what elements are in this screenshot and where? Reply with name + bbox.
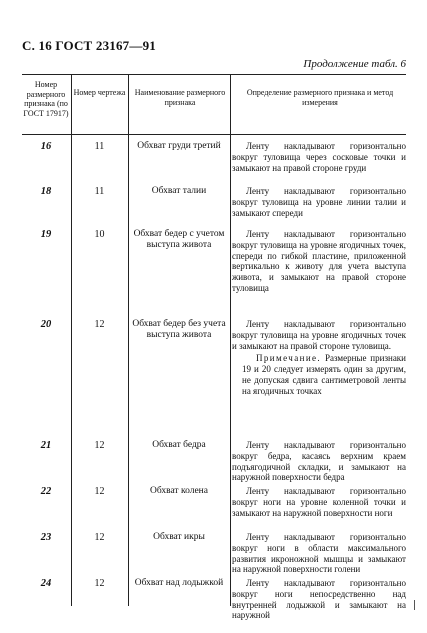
column-header-name: Наименование размерного признака	[134, 88, 226, 107]
feature-name: Обхват колена	[150, 486, 208, 496]
feature-definition: Ленту накладывают горизонтально вокруг бедра, касаясь верхним краем подъягодичной складки, и замыкают на наружной поверхности бедра	[232, 440, 406, 483]
feature-number: 22	[40, 486, 52, 497]
feature-definition: Ленту накладывают горизонтально вокруг ноги на уровне коленной точки и замыкают на наружной поверхности ноги	[232, 486, 406, 518]
column-header-definition: Определение размерного признака и метод измерения	[246, 88, 394, 107]
drawing-number: 12	[94, 486, 105, 497]
drawing-number: 12	[94, 440, 105, 451]
feature-definition: Ленту накладывают горизонтально вокруг туловища на уровне линии талии и замыкают спереди	[232, 186, 406, 218]
feature-number: 18	[40, 186, 52, 197]
feature-number: 16	[40, 141, 52, 152]
feature-definition: Ленту накладывают горизонтально вокруг ноги в области максимального развития икроножной мышцы и замыкают на наружной поверхности голени	[232, 532, 406, 575]
drawing-number: 12	[94, 578, 105, 589]
page-edge-mark	[414, 600, 421, 610]
drawing-number: 12	[94, 532, 105, 543]
feature-name: Обхват бедер с учетом выступа живота	[133, 229, 225, 250]
drawing-number: 10	[94, 229, 105, 240]
column-header-drawing: Номер чертежа	[73, 88, 126, 97]
note-label: Примечание.	[256, 353, 322, 364]
column-divider	[71, 74, 72, 606]
drawing-number: 11	[94, 186, 105, 197]
feature-number: 19	[40, 229, 52, 240]
table-note	[232, 353, 406, 396]
feature-definition: Ленту накладывают горизонтально вокруг туловища на уровне ягодичных точек, спереди по гибкой пластине, приложенной вертикально к животу для учета выступа живота, и замыкают на правой стороне туловища	[232, 229, 406, 293]
feature-definition: Ленту накладывают горизонтально вокруг ноги непосредственно над внутренней лодыжкой и замыкают на наружной	[232, 578, 406, 621]
column-divider	[230, 74, 231, 606]
feature-name: Обхват талии	[151, 186, 207, 196]
drawing-number: 12	[94, 319, 105, 330]
table-header-rule	[22, 134, 406, 135]
page-header: С. 16 ГОСТ 23167—91	[22, 38, 156, 53]
feature-name: Обхват над лодыжкой	[134, 578, 224, 588]
feature-number: 21	[40, 440, 52, 451]
feature-number: 23	[40, 532, 52, 543]
feature-definition: Ленту накладывают горизонтально вокруг туловища на уровне ягодичных точек и замыкают на правой стороне туловища.	[232, 319, 406, 351]
table-continuation-label: Продолжение табл. 6	[303, 58, 406, 70]
feature-definition: Ленту накладывают горизонтально вокруг туловища через сосковые точки и замыкают на правой стороне груди	[232, 141, 406, 173]
feature-number: 20	[40, 319, 52, 330]
column-divider	[128, 74, 129, 606]
feature-name: Обхват груди третий	[137, 141, 221, 151]
column-header-number: Номер размерного признака (по ГОСТ 17917)	[23, 80, 69, 118]
note-text: Размерные признаки 19 и 20 следует измерять один за другим, не допуская сдвига сантиметровой ленты на ягодичных точках	[242, 353, 406, 396]
feature-name: Обхват икры	[153, 532, 205, 542]
feature-name: Обхват бедер без учета выступа живота	[132, 319, 226, 340]
drawing-number: 11	[94, 141, 105, 152]
feature-name: Обхват бедра	[152, 440, 206, 450]
table-top-rule	[22, 74, 406, 75]
feature-number: 24	[40, 578, 52, 589]
